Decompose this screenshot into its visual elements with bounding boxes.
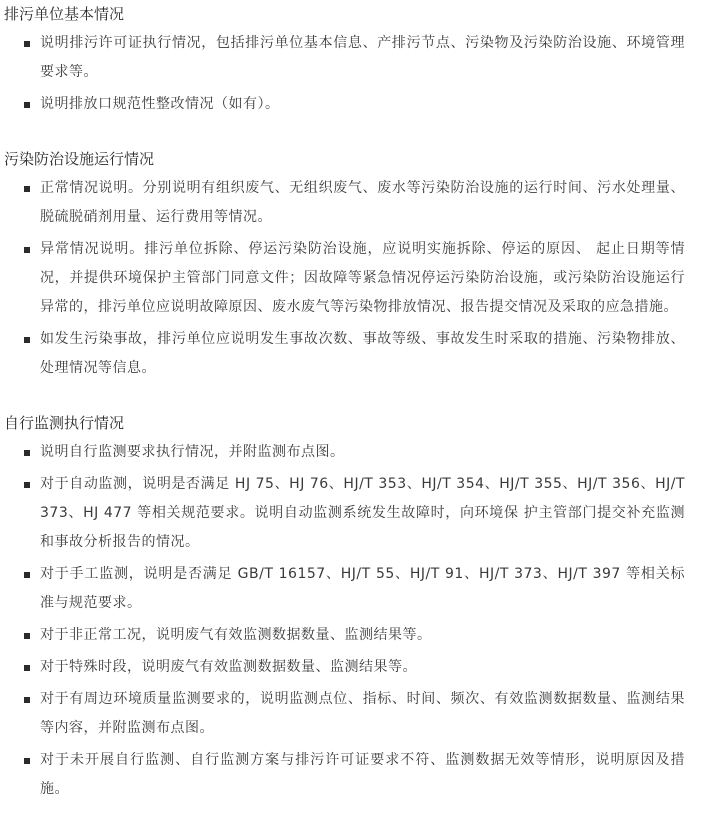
section-self-monitoring [4, 412, 685, 804]
list-item [4, 685, 685, 743]
list-item-text: 对于有周边环境质量监测要求的，说明监测点位、指标、时间、频次、有效监测数据数量、监测结果等内容，并附监测布点图。 [40, 691, 685, 736]
square-bullet-icon [24, 665, 30, 671]
section-list [4, 438, 685, 804]
list-item-text: 对于特殊时段，说明废气有效监测数据数量、监测结果等。 [40, 659, 417, 675]
section-title: 自行监测执行情况 [4, 414, 125, 432]
section-list [4, 174, 685, 383]
section-list [4, 29, 685, 119]
section-pollution-control [4, 148, 685, 383]
list-item-text: 对于自动监测，说明是否满足 HJ 75、HJ 76、HJ/T 353、HJ/T 354、HJ/T 355、HJ/T 356、HJ/T 373、HJ 477 等相关规范要求。说明自动监测系统发生故障时，向环境保 护主管部门提交补充监测和事故分析报告的情况。 [40, 476, 685, 550]
square-bullet-icon [24, 102, 30, 108]
square-bullet-icon [24, 247, 30, 253]
square-bullet-icon [24, 758, 30, 764]
list-item-text: 异常情况说明。排污单位拆除、停运污染防治设施，应说明实施拆除、停运的原因、 起止日期等情况，并提供环境保护主管部门同意文件；因故障等紧急情况停运污染防治设施，或污染防治设施运行异常的，排污单位应说明故障原因、废水废气等污染物排放情况、报告提交情况及采取的应急措施。 [40, 241, 685, 315]
list-item [4, 621, 685, 650]
list-item [4, 235, 685, 322]
list-item [4, 325, 685, 383]
square-bullet-icon [24, 186, 30, 192]
list-item-text: 如发生污染事故，排污单位应说明发生事故次数、事故等级、事故发生时采取的措施、污染物排放、处理情况等信息。 [40, 331, 685, 376]
list-item-text: 正常情况说明。分别说明有组织废气、无组织废气、废水等污染防治设施的运行时间、污水处理量、脱硫脱硝剂用量、运行费用等情况。 [40, 180, 685, 225]
list-item-text: 说明排放口规范性整改情况（如有）。 [40, 96, 280, 112]
list-item [4, 174, 685, 232]
section-basic-info [4, 3, 685, 119]
list-item-text: 说明排污许可证执行情况，包括排污单位基本信息、产排污节点、污染物及污染防治设施、环境管理要求等。 [40, 35, 685, 80]
list-item [4, 560, 685, 618]
list-item-text: 说明自行监测要求执行情况，并附监测布点图。 [40, 444, 345, 460]
list-item [4, 90, 685, 119]
square-bullet-icon [24, 337, 30, 343]
section-title: 污染防治设施运行情况 [4, 150, 155, 168]
list-item [4, 470, 685, 557]
square-bullet-icon [24, 450, 30, 456]
square-bullet-icon [24, 572, 30, 578]
square-bullet-icon [24, 41, 30, 47]
section-title: 排污单位基本情况 [4, 5, 125, 23]
list-item-text: 对于非正常工况，说明废气有效监测数据数量、监测结果等。 [40, 627, 432, 643]
list-item [4, 438, 685, 467]
square-bullet-icon [24, 697, 30, 703]
list-item-text: 对于未开展自行监测、自行监测方案与排污许可证要求不符、监测数据无效等情形，说明原因及措施。 [40, 752, 685, 797]
list-item [4, 653, 685, 682]
list-item-text: 对于手工监测，说明是否满足 GB/T 16157、HJ/T 55、HJ/T 91、HJ/T 373、HJ/T 397 等相关标准与规范要求。 [40, 566, 685, 611]
square-bullet-icon [24, 482, 30, 488]
list-item [4, 29, 685, 87]
list-item [4, 746, 685, 804]
square-bullet-icon [24, 633, 30, 639]
